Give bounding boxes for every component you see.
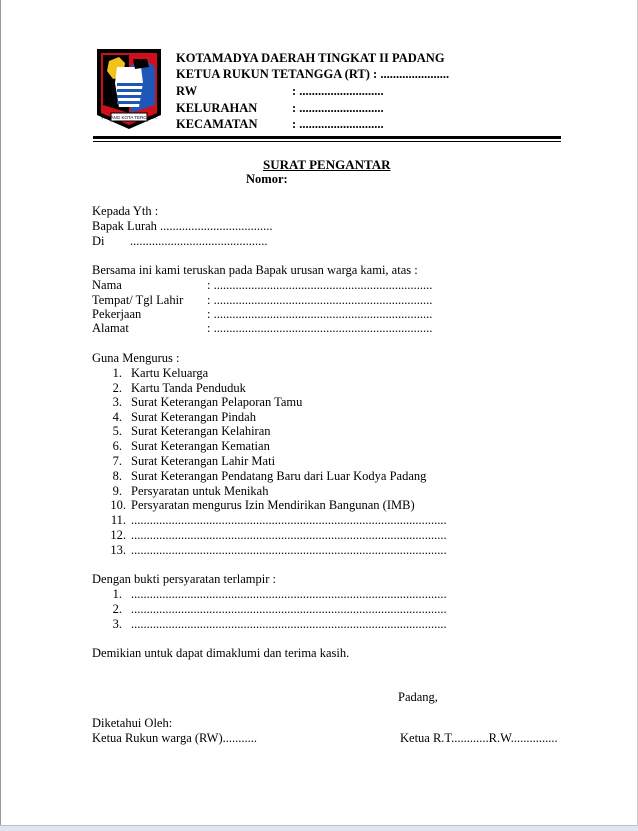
kelurahan-value: : ........................... <box>292 101 384 115</box>
field-value: : ...................................................................... <box>207 321 433 335</box>
page-title: SURAT PENGANTAR <box>263 157 391 172</box>
kelurahan-label: KELURAHAN <box>176 101 258 115</box>
list-item: Surat Keterangan Pendatang Baru dari Luar Kodya Padang <box>131 469 427 483</box>
list-number: 5. <box>112 424 122 438</box>
header-rule <box>93 141 561 142</box>
kecamatan-label: KECAMATAN <box>176 117 258 131</box>
list-item: ..................................................................................................... <box>131 617 447 631</box>
nomor-label: Nomor: <box>246 172 288 186</box>
intro-text: Bersama ini kami teruskan pada Bapak urusan warga kami, atas : <box>92 263 418 277</box>
status-strip <box>0 825 638 831</box>
list-number: 7. <box>112 454 122 468</box>
place-date: Padang, <box>398 690 438 704</box>
list-number: 11. <box>110 513 126 527</box>
guna-heading: Guna Mengurus : <box>92 351 180 365</box>
list-item: ..................................................................................................... <box>131 543 447 557</box>
header-kecamatan <box>176 117 436 131</box>
list-item: Persyaratan mengurus Izin Mendirikan Bangunan (IMB) <box>131 498 415 512</box>
field-label: Tempat/ Tgl Lahir <box>92 293 184 307</box>
list-number: 3. <box>112 617 122 631</box>
list-item: Surat Keterangan Kelahiran <box>131 424 271 438</box>
header-rw <box>176 84 436 98</box>
list-number: 1. <box>112 366 122 380</box>
list-number: 4. <box>112 410 122 424</box>
list-number: 2. <box>112 381 122 395</box>
field-label: Pekerjaan <box>92 307 142 321</box>
list-item: Surat Keterangan Kematian <box>131 439 270 453</box>
header-line2: KETUA RUKUN TETANGGA (RT) : ...................... <box>176 67 450 81</box>
di-value: ............................................ <box>130 234 268 248</box>
list-number: 3. <box>112 395 122 409</box>
list-item: Surat Keterangan Pindah <box>131 410 256 424</box>
field-label: Nama <box>92 278 122 292</box>
padang-logo <box>95 47 163 131</box>
logo-caption: PADANG KOTA TERCINTA <box>101 115 157 120</box>
list-number: 2. <box>112 602 122 616</box>
bapak-lurah-line: Bapak Lurah .................................... <box>92 219 273 233</box>
list-number: 6. <box>112 439 122 453</box>
kepada-line: Kepada Yth : <box>92 204 159 218</box>
list-item: ..................................................................................................... <box>131 587 447 601</box>
closing-text: Demikian untuk dapat dimaklumi dan terima kasih. <box>92 646 350 660</box>
list-number: 1. <box>112 587 122 601</box>
header-rule <box>93 136 561 139</box>
page-edge <box>0 0 1 831</box>
signature-rw: Ketua Rukun warga (RW)........... <box>92 731 258 745</box>
list-item: Kartu Keluarga <box>131 366 209 380</box>
list-number: 13. <box>110 543 126 557</box>
field-label: Alamat <box>92 321 129 335</box>
diketahui-label: Diketahui Oleh: <box>92 716 173 730</box>
list-number: 12. <box>110 528 126 542</box>
field-value: : ...................................................................... <box>207 307 433 321</box>
list-item: Kartu Tanda Penduduk <box>131 381 246 395</box>
di-label: Di <box>92 234 105 248</box>
field-value: : ...................................................................... <box>207 278 433 292</box>
rw-label: RW <box>176 84 198 98</box>
list-item: Surat Keterangan Pelaporan Tamu <box>131 395 303 409</box>
header-kelurahan <box>176 101 436 115</box>
rw-value: : ........................... <box>292 84 384 98</box>
list-number: 8. <box>112 469 122 483</box>
bukti-heading: Dengan bukti persyaratan terlampir : <box>92 572 276 586</box>
list-item: ..................................................................................................... <box>131 602 447 616</box>
list-item: ..................................................................................................... <box>131 513 447 527</box>
list-number: 9. <box>112 484 122 498</box>
kecamatan-value: : ........................... <box>292 117 384 131</box>
list-item: Persyaratan untuk Menikah <box>131 484 269 498</box>
list-item: Surat Keterangan Lahir Mati <box>131 454 276 468</box>
header-line1: KOTAMADYA DAERAH TINGKAT II PADANG <box>176 51 445 65</box>
list-number: 10. <box>110 498 126 512</box>
list-item: ..................................................................................................... <box>131 528 447 542</box>
field-value: : ...................................................................... <box>207 293 433 307</box>
signature-rt: Ketua R.T............R.W............... <box>400 731 558 745</box>
